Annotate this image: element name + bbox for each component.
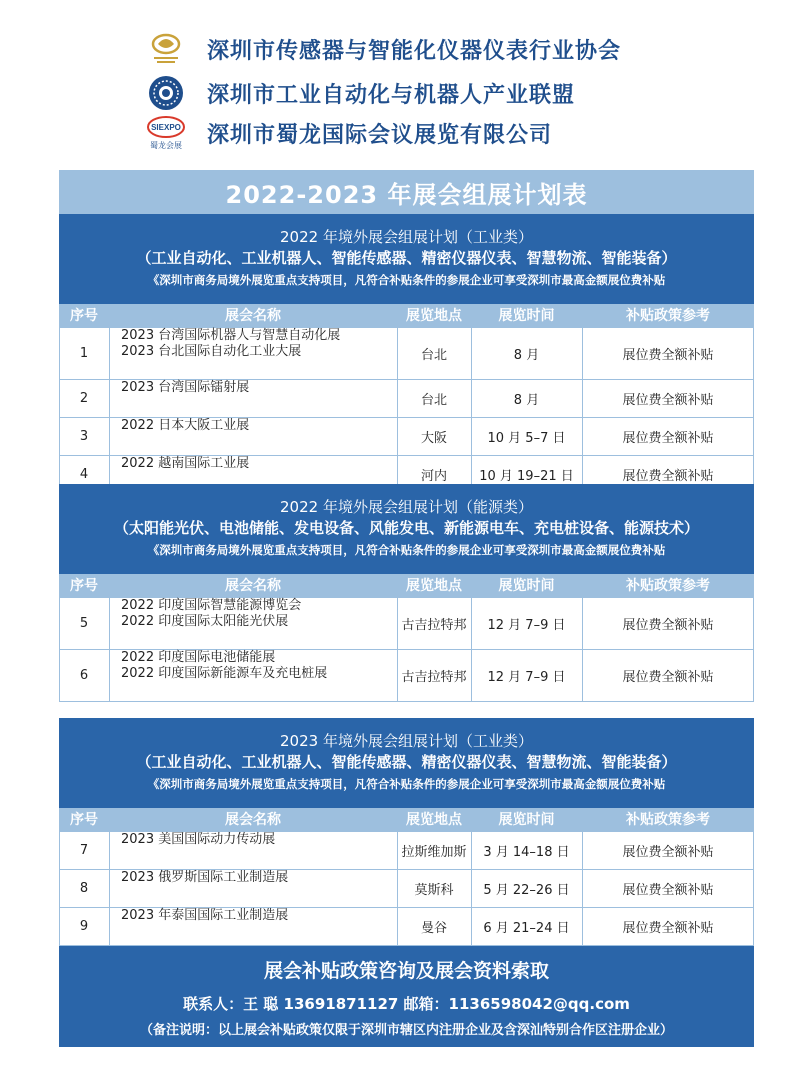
cell-divider bbox=[109, 832, 110, 869]
cell-divider bbox=[109, 418, 110, 455]
exhibition-name-line: 2023 台湾国际镭射展 bbox=[121, 380, 250, 395]
exhibition-date: 6 月 21–24 日 bbox=[483, 921, 570, 936]
column-header: 序号 bbox=[70, 812, 98, 828]
siexpo-logo-icon bbox=[145, 114, 187, 152]
exhibition-name bbox=[109, 380, 397, 417]
column-header: 补贴政策参考 bbox=[626, 578, 710, 594]
cell-divider bbox=[109, 908, 110, 945]
cell-divider bbox=[582, 328, 583, 379]
column-header-row bbox=[59, 574, 754, 598]
column-header: 展览时间 bbox=[498, 578, 555, 594]
column-header-row bbox=[59, 808, 754, 832]
org-name-association: 深圳市传感器与智能化仪器仪表行业协会 bbox=[207, 38, 622, 64]
column-header: 展览地点 bbox=[406, 578, 462, 594]
section-heading-note: 《深圳市商务局境外展览重点支持项目，凡符合补贴条件的参展企业可享受深圳市最高金额展位费补贴 bbox=[147, 273, 666, 287]
subsidy-policy: 展位费全额补贴 bbox=[622, 618, 714, 633]
section-heading-title: 2022 年境外展会组展计划（工业类） bbox=[280, 228, 533, 246]
cell-divider bbox=[397, 598, 398, 649]
exhibition-name-line: 2022 日本大阪工业展 bbox=[121, 418, 250, 433]
association-logo-icon bbox=[145, 30, 187, 68]
header bbox=[0, 0, 800, 160]
row-number: 1 bbox=[79, 346, 89, 361]
cell-divider bbox=[397, 380, 398, 417]
exhibition-name-line: 2022 印度国际电池储能展 bbox=[121, 650, 276, 665]
org-name-alliance: 深圳市工业自动化与机器人产业联盟 bbox=[207, 82, 576, 108]
row-number: 5 bbox=[79, 616, 89, 631]
subsidy-policy: 展位费全额补贴 bbox=[622, 670, 714, 685]
org-name-siexpo: 深圳市蜀龙国际会议展览有限公司 bbox=[207, 122, 553, 148]
exhibition-name-line: 2022 印度国际太阳能光伏展 bbox=[121, 614, 289, 629]
column-header: 展会名称 bbox=[225, 308, 281, 324]
cell-divider bbox=[471, 650, 472, 701]
table-row bbox=[59, 908, 754, 946]
cell-divider bbox=[582, 870, 583, 907]
exhibition-date: 12 月 7–9 日 bbox=[487, 670, 566, 685]
section-heading bbox=[59, 214, 754, 304]
subsidy-policy: 展位费全额补贴 bbox=[622, 393, 714, 408]
cell-divider bbox=[397, 832, 398, 869]
exhibition-name bbox=[109, 650, 397, 701]
exhibition-name bbox=[109, 328, 397, 379]
row-number: 9 bbox=[79, 919, 89, 934]
cell-divider bbox=[471, 832, 472, 869]
exhibition-name-line: 2023 美国国际动力传动展 bbox=[121, 832, 276, 847]
cell-divider bbox=[471, 908, 472, 945]
column-header: 展会名称 bbox=[225, 578, 281, 594]
subsidy-policy: 展位费全额补贴 bbox=[622, 431, 714, 446]
exhibition-location: 河内 bbox=[420, 469, 447, 484]
siexpo-logo-subtext: 蜀龙会展 bbox=[150, 141, 182, 150]
cell-divider bbox=[397, 418, 398, 455]
cell-divider bbox=[397, 328, 398, 379]
subsidy-policy: 展位费全额补贴 bbox=[622, 883, 714, 898]
section-heading-note: 《深圳市商务局境外展览重点支持项目，凡符合补贴条件的参展企业可享受深圳市最高金额展位费补贴 bbox=[147, 543, 666, 557]
row-number: 4 bbox=[79, 467, 89, 482]
row-number: 8 bbox=[79, 881, 89, 896]
column-header: 序号 bbox=[70, 308, 98, 324]
footer-remark: （备注说明：以上展会补贴政策仅限于深圳市辖区内注册企业及含深汕特别合作区注册企业） bbox=[139, 1023, 673, 1038]
exhibition-date: 3 月 14–18 日 bbox=[483, 845, 570, 860]
exhibition-date: 10 月 19–21 日 bbox=[479, 469, 574, 484]
subsidy-policy: 展位费全额补贴 bbox=[622, 348, 714, 363]
exhibition-date: 10 月 5–7 日 bbox=[487, 431, 566, 446]
cell-divider bbox=[109, 870, 110, 907]
exhibition-location: 曼谷 bbox=[420, 921, 447, 936]
exhibition-date: 5 月 22–26 日 bbox=[483, 883, 570, 898]
row-number: 3 bbox=[79, 429, 89, 444]
section-heading-categories: （工业自动化、工业机器人、智能传感器、精密仪器仪表、智慧物流、智能装备） bbox=[136, 249, 677, 267]
siexpo-logo-text: SIEXPO bbox=[151, 123, 181, 132]
alliance-logo-icon bbox=[145, 74, 187, 112]
table-row bbox=[59, 598, 754, 650]
table-row bbox=[59, 380, 754, 418]
cell-divider bbox=[471, 598, 472, 649]
column-header: 展览地点 bbox=[406, 308, 462, 324]
cell-divider bbox=[471, 418, 472, 455]
exhibition-location: 大阪 bbox=[420, 431, 447, 446]
exhibition-location: 古吉拉特邦 bbox=[401, 618, 467, 633]
exhibition-name-line: 2022 印度国际智慧能源博览会 bbox=[121, 598, 302, 613]
exhibition-name-line: 2023 俄罗斯国际工业制造展 bbox=[121, 870, 289, 885]
exhibition-location: 台北 bbox=[420, 393, 447, 408]
footer-title: 展会补贴政策咨询及展会资料索取 bbox=[263, 960, 549, 982]
exhibition-name-line: 2022 越南国际工业展 bbox=[121, 456, 250, 471]
exhibition-name bbox=[109, 908, 397, 945]
exhibition-name-line: 2023 年泰国国际工业制造展 bbox=[121, 908, 289, 923]
column-header: 展览地点 bbox=[406, 812, 462, 828]
exhibition-plan-sheet bbox=[59, 170, 754, 1047]
table-row bbox=[59, 650, 754, 702]
cell-divider bbox=[109, 328, 110, 379]
section-heading bbox=[59, 718, 754, 808]
row-number: 2 bbox=[79, 391, 89, 406]
row-number: 7 bbox=[79, 843, 89, 858]
section-heading-categories: （工业自动化、工业机器人、智能传感器、精密仪器仪表、智慧物流、智能装备） bbox=[136, 753, 677, 771]
exhibition-date: 8 月 bbox=[513, 393, 540, 408]
org-row-association bbox=[145, 30, 621, 68]
page-title bbox=[59, 170, 754, 214]
cell-divider bbox=[109, 380, 110, 417]
exhibition-location: 古吉拉特邦 bbox=[401, 670, 467, 685]
column-header: 展会名称 bbox=[225, 812, 281, 828]
exhibition-name bbox=[109, 832, 397, 869]
exhibition-name-line: 2023 台北国际自动化工业大展 bbox=[121, 344, 302, 359]
column-header-row bbox=[59, 304, 754, 328]
cell-divider bbox=[582, 832, 583, 869]
section-heading-title: 2022 年境外展会组展计划（能源类） bbox=[280, 498, 533, 516]
exhibition-name bbox=[109, 598, 397, 649]
column-header: 序号 bbox=[70, 578, 98, 594]
cell-divider bbox=[582, 598, 583, 649]
org-row-siexpo bbox=[145, 114, 552, 152]
cell-divider bbox=[471, 870, 472, 907]
footer bbox=[59, 946, 754, 1047]
subsidy-policy: 展位费全额补贴 bbox=[622, 845, 714, 860]
cell-divider bbox=[582, 380, 583, 417]
org-row-alliance bbox=[145, 74, 575, 112]
column-header: 展览时间 bbox=[498, 308, 555, 324]
table-row bbox=[59, 832, 754, 870]
table-row bbox=[59, 870, 754, 908]
section-heading bbox=[59, 484, 754, 574]
exhibition-name bbox=[109, 418, 397, 455]
exhibition-location: 拉斯维加斯 bbox=[401, 845, 467, 860]
cell-divider bbox=[397, 650, 398, 701]
column-header: 补贴政策参考 bbox=[626, 308, 710, 324]
subsidy-policy: 展位费全额补贴 bbox=[622, 921, 714, 936]
page-title-text: 2022-2023 年展会组展计划表 bbox=[225, 180, 588, 209]
exhibition-name-line: 2023 台湾国际机器人与智慧自动化展 bbox=[121, 328, 341, 343]
section-heading-title: 2023 年境外展会组展计划（工业类） bbox=[280, 732, 533, 750]
cell-divider bbox=[397, 908, 398, 945]
exhibition-location: 台北 bbox=[420, 348, 447, 363]
footer-contact: 联系人：王 聪 13691871127 邮箱：1136598042@qq.com bbox=[183, 995, 630, 1013]
exhibition-location: 莫斯科 bbox=[414, 883, 454, 898]
cell-divider bbox=[109, 598, 110, 649]
cell-divider bbox=[397, 870, 398, 907]
exhibition-name bbox=[109, 870, 397, 907]
exhibition-name-line: 2022 印度国际新能源车及充电桩展 bbox=[121, 666, 328, 681]
table-row bbox=[59, 418, 754, 456]
cell-divider bbox=[471, 328, 472, 379]
cell-divider bbox=[109, 650, 110, 701]
table-row bbox=[59, 328, 754, 380]
column-header: 补贴政策参考 bbox=[626, 812, 710, 828]
exhibition-date: 12 月 7–9 日 bbox=[487, 618, 566, 633]
row-number: 6 bbox=[79, 668, 89, 683]
cell-divider bbox=[471, 380, 472, 417]
column-header: 展览时间 bbox=[498, 812, 555, 828]
section-heading-categories: （太阳能光伏、电池储能、发电设备、风能发电、新能源电车、充电桩设备、能源技术） bbox=[113, 519, 699, 537]
exhibition-date: 8 月 bbox=[513, 348, 540, 363]
cell-divider bbox=[582, 908, 583, 945]
cell-divider bbox=[582, 418, 583, 455]
cell-divider bbox=[582, 650, 583, 701]
section-heading-note: 《深圳市商务局境外展览重点支持项目，凡符合补贴条件的参展企业可享受深圳市最高金额展位费补贴 bbox=[147, 777, 666, 791]
subsidy-policy: 展位费全额补贴 bbox=[622, 469, 714, 484]
